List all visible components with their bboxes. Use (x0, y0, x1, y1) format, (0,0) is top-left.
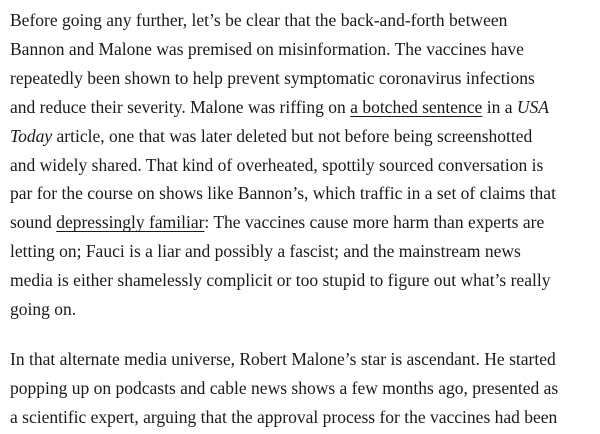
text-line: repeatedly been shown to help prevent symptomatic coronavirus infections (10, 67, 535, 88)
publication-name: USA (516, 96, 549, 117)
text-line: par for the course on shows like Bannon’s, which traffic in a set of claims that (10, 183, 556, 204)
text-line: In that alternate media universe, Robert Malone’s star is ascendant. He started (10, 348, 556, 369)
text-line: Bannon and Malone was premised on misinformation. The vaccines have (10, 38, 524, 59)
text-run: article, one that was later deleted but not before being screenshotted (52, 125, 533, 146)
text-line (10, 208, 592, 237)
article-paragraph-2 (10, 345, 592, 432)
text-line: going on. (10, 299, 77, 320)
text-line: popping up on podcasts and cable news shows a few months ago, presented as (10, 377, 559, 398)
text-run: : The vaccines cause more harm than experts are (204, 212, 545, 233)
text-line: and widely shared. That kind of overheated, spottily sourced conversation is (10, 154, 544, 175)
botched-sentence-link[interactable]: a botched sentence (350, 96, 483, 117)
article-body (10, 6, 592, 432)
text-line: a scientific expert, arguing that the approval process for the vaccines had been (10, 406, 558, 427)
depressingly-familiar-link[interactable]: depressingly familiar (56, 212, 205, 233)
article-paragraph-1 (10, 6, 592, 324)
text-line: letting on; Fauci is a liar and possibly a fascist; and the mainstream news (10, 241, 521, 262)
text-run: sound (10, 212, 57, 233)
publication-name: Today (10, 125, 53, 146)
text-line: Before going any further, let’s be clear that the back-and-forth between (10, 10, 508, 30)
text-line (10, 122, 592, 151)
text-line (10, 93, 592, 122)
text-run: and reduce their severity. Malone was riffing on (10, 96, 351, 117)
text-line: media is either shamelessly complicit or too stupid to figure out what’s really (10, 270, 551, 291)
text-run: in a (482, 96, 517, 117)
